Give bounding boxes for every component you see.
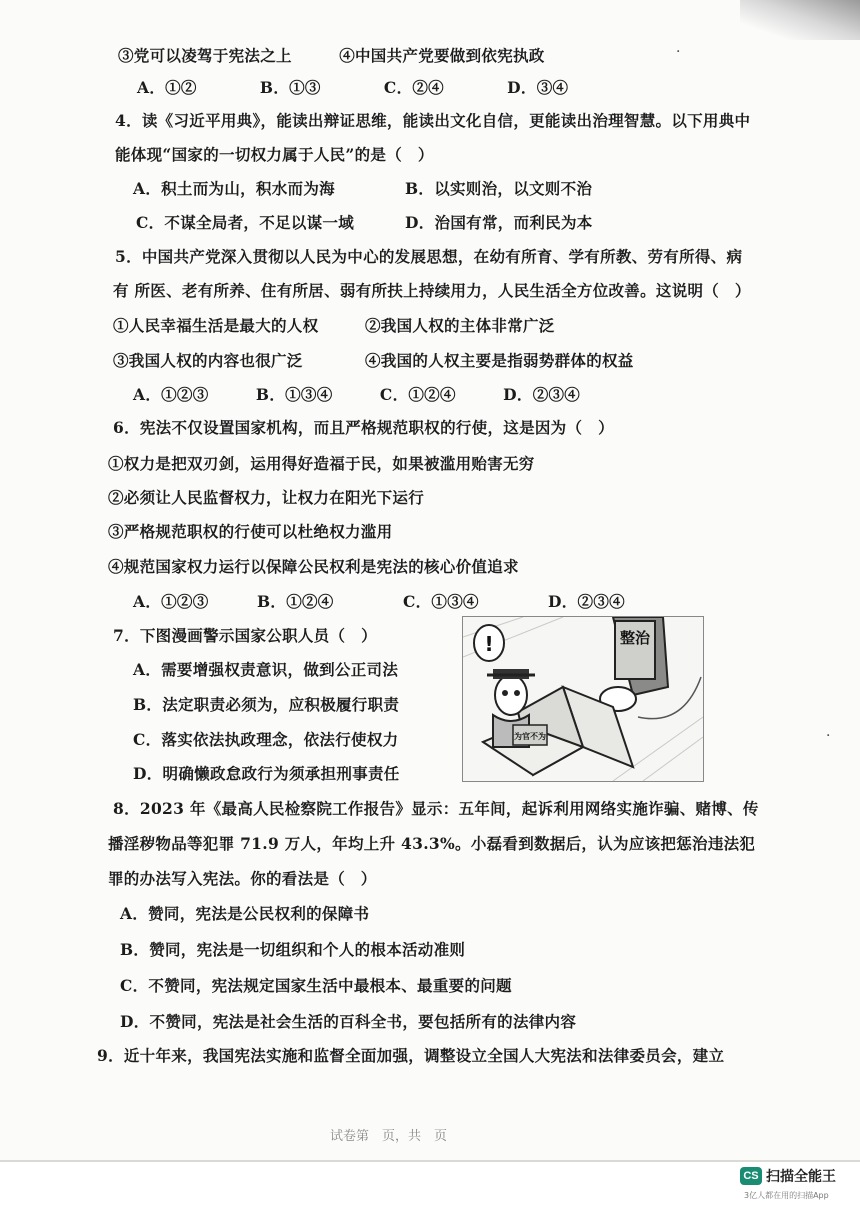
q7-stem: 7．下图漫画警示国家公职人员（ ） (113, 626, 377, 645)
q8-option-d: D．不赞同，宪法是社会生活的百科全书，要包括所有的法律内容 (120, 1012, 577, 1031)
cartoon-image (462, 616, 704, 782)
q5-item-4: ④我国的人权主要是指弱势群体的权益 (365, 351, 634, 370)
q4-option-b: B．以实则治，以文则不治 (405, 179, 593, 198)
q4-stem-line1: 4．读《习近平用典》，能读出辩证思维，能读出文化自信，更能读出治理智慧。以下用典中 (115, 111, 751, 130)
q8-option-a: A．赞同，宪法是公民权利的保障书 (120, 904, 370, 923)
page-footer: 试卷第 页，共 页 (330, 1129, 448, 1144)
cartoon-box-label: 为官不为 (514, 732, 546, 741)
q5-item-3: ③我国人权的内容也很广泛 (113, 351, 303, 370)
q6-item-3: ③严格规范职权的行使可以杜绝权力滥用 (108, 522, 393, 541)
q3-option-3-4: ③党可以凌驾于宪法之上 ④中国共产党要做到依宪执政 (118, 46, 545, 65)
q5-stem-line1: 5．中国共产党深入贯彻以人民为中心的发展思想，在幼有所育、学有所教、劳有所得、病 (115, 247, 743, 266)
q8-option-b: B．赞同，宪法是一切组织和个人的根本活动准则 (120, 940, 466, 959)
camscanner-tagline: 3亿人都在用的扫描App (744, 1191, 829, 1200)
q6-option-c: C．①③④ (403, 592, 479, 611)
q6-item-4: ④规范国家权力运行以保障公民权利是宪法的核心价值追求 (108, 557, 519, 576)
q4-option-c: C．不谋全局者，不足以谋一域 (136, 213, 355, 232)
q3-answers: A．①② B．①③ C．②④ D．③④ (137, 78, 569, 97)
q7-option-a: A．需要增强权责意识，做到公正司法 (133, 660, 399, 679)
q5-item-1: ①人民幸福生活是最大的人权 (113, 316, 319, 335)
camscanner-badge-icon: CS (740, 1167, 762, 1185)
q6-option-d: D．②③④ (548, 592, 625, 611)
cartoon-exclamation: ! (484, 632, 494, 656)
page-corner-shadow (740, 0, 860, 40)
q6-item-1: ①权力是把双刃剑，运用得好造福于民，如果被滥用贻害无穷 (108, 454, 535, 473)
q6-item-2: ②必须让人民监督权力，让权力在阳光下运行 (108, 488, 425, 507)
cartoon-sign-char-1: 整治 (619, 629, 651, 647)
q4-option-a: A．积土而为山，积水而为海 (133, 179, 335, 198)
camscanner-name: 扫描全能王 (766, 1169, 836, 1185)
q9-stem-line1: 9．近十年来，我国宪法实施和监督全面加强，调整设立全国人大宪法和法律委员会，建立 (97, 1046, 725, 1065)
q6-option-b: B．①②④ (257, 592, 334, 611)
q6-stem: 6．宪法不仅设置国家机构，而且严格规范职权的行使，这是因为（ ） (113, 418, 614, 437)
cartoon-drawing (463, 617, 703, 781)
q4-stem-line2: 能体现“国家的一切权力属于人民”的是（ ） (115, 145, 434, 164)
q8-stem-line1: 8．2023 年《最高人民检察院工作报告》显示：五年间，起诉利用网络实施诈骗、赌博、传 (113, 799, 759, 818)
q7-option-d: D．明确懒政怠政行为须承担刑事责任 (133, 764, 400, 783)
q4-option-d: D．治国有常，而利民为本 (405, 213, 593, 232)
q8-stem-line3: 罪的办法写入宪法。你的看法是（ ） (108, 869, 377, 888)
q7-option-b: B．法定职责必须为，应积极履行职责 (133, 695, 400, 714)
scan-speck-right: · (826, 728, 831, 744)
q7-option-c: C．落实依法执政理念，依法行使权力 (133, 730, 399, 749)
camscanner-logo (740, 1166, 836, 1186)
q5-stem-line2: 有 所医、老有所养、住有所居、弱有所扶上持续用力，人民生活全方位改善。这说明（ ） (113, 281, 751, 300)
q5-answers: A．①②③ B．①③④ C．①②④ D．②③④ (133, 385, 581, 404)
scan-speck: · (676, 44, 681, 60)
q8-option-c: C．不赞同，宪法规定国家生活中最根本、最重要的问题 (120, 976, 512, 995)
q8-stem-line2: 播淫秽物品等犯罪 71.9 万人，年均上升 43.3%。小磊看到数据后，认为应该把惩治违法犯 (108, 834, 756, 853)
q6-option-a: A．①②③ (133, 592, 209, 611)
q5-item-2: ②我国人权的主体非常广泛 (365, 316, 555, 335)
